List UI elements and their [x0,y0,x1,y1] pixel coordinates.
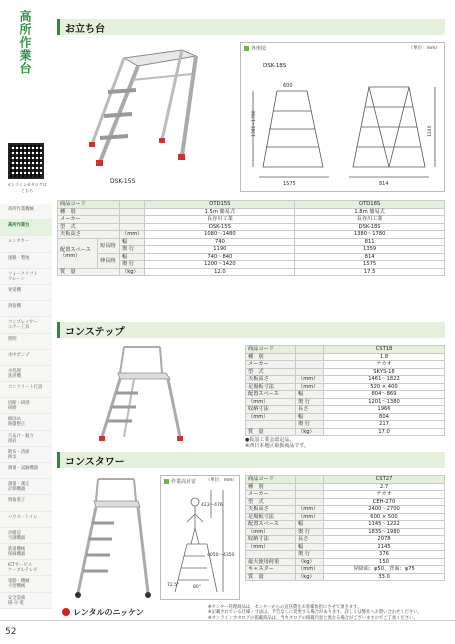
row-unit: 奥 行 [296,398,324,406]
table-row [246,391,445,399]
table-cell: 昇降面：φ50、背面：φ75 [324,566,445,574]
table-row [246,353,445,361]
table-cell: 740～840 [145,253,295,261]
row-unit [296,498,324,506]
row-subsublabel: 幅 [120,253,145,261]
table-row [246,483,445,491]
row-label: 質 量 [58,268,120,276]
dim-height: 1380~1780 [252,110,257,137]
table-row [246,398,445,406]
section-header-constower [57,452,445,468]
table-row [246,573,445,581]
table-cell: 1080～1480 [145,231,295,239]
nav-item[interactable]: 水処理 洗浄機 [0,366,52,382]
table-cell: 804～869 [324,391,445,399]
row-unit: （kg） [296,573,324,581]
table-row [58,216,445,224]
dim-angle-2: 80° [193,585,201,590]
dim-platform: 600 [283,83,293,89]
nav-item[interactable]: 冷暖房 空調機器 [0,528,52,544]
sidebar [0,0,52,644]
nav-item[interactable]: コンクリート打設 [0,382,52,398]
product-photo-dsk15s [62,40,232,188]
table-cell: 2078 [324,536,445,544]
dim-working-height: 4050～4350 [207,553,235,558]
table-row [246,368,445,376]
row-label: 種 別 [246,353,296,361]
row-unit: 奥 行 [296,421,324,429]
table-cell: 1461～1822 [324,376,445,384]
nav-item[interactable]: 測量・測定 計測機器 [0,479,52,495]
row-unit: （mm） [296,506,324,514]
row-unit [296,346,324,354]
table-row [58,231,445,239]
row-label: メーカー [246,361,296,369]
spec-table-otachidai [57,200,445,276]
table-row [246,376,445,384]
table-cell: 1.5m 簡易式 [145,208,295,216]
footer-note: ※センター管理商品は、センターからの直送費をお客様負担にさせて頂きます。 [208,605,362,610]
row-unit [120,201,145,209]
nav-item[interactable]: 情報電子 [0,495,52,511]
table-cell: 376 [324,551,445,559]
row-label: （mm） [246,398,296,406]
product-photo-constep [90,343,200,443]
row-unit [120,208,145,216]
dim-width-2: 814 [379,181,389,187]
row-unit [296,483,324,491]
table-cell: 1.8 [324,353,445,361]
row-label [246,551,296,559]
row-unit [296,491,324,499]
table-cell: 12.0 [145,268,295,276]
row-label: 商品コード [246,476,296,484]
row-subsublabel: 奥 行 [120,261,145,269]
table-cell: 804 [324,413,445,421]
page-number: 52 [5,627,17,637]
qr-caption: オンラインカタログは こちら [7,182,47,193]
table-cell: 217 [324,421,445,429]
table-cell: 1359 [295,246,445,254]
table-cell: 814 [295,253,445,261]
nav-item[interactable]: ハウス・トイレ [0,512,52,528]
table-cell: 33.0 [324,573,445,581]
row-label: メーカー [58,216,120,224]
photo-caption: DSK-15S [110,178,136,185]
table-row [58,253,445,261]
row-label: 商品コード [58,201,120,209]
figure-model: DSK-18S [263,63,287,69]
category-title: 高所作業台 [18,10,32,75]
table-cell: 長谷川工業 [145,216,295,224]
spec-table-constep [245,345,445,436]
row-label: 足場板寸法 [246,513,296,521]
section-accent-bar [57,19,60,35]
table-row [246,491,445,499]
table-cell: DSK-18S [295,223,445,231]
spec-table-constower [245,475,445,581]
outline-drawing-box [240,42,445,192]
row-unit: （mm） [120,231,145,239]
table-row [246,383,445,391]
row-label: 質 量 [246,573,296,581]
table-cell: 長谷川工業 [295,216,445,224]
nav-item[interactable]: 切断・研削 研磨 [0,398,52,414]
row-unit: 幅 [296,543,324,551]
table-row [246,506,445,514]
logo-mark-icon [62,608,70,616]
table-cell: 740 [145,238,295,246]
row-unit [120,216,145,224]
nav-item[interactable]: 電動・機械 小型機械 [0,576,52,592]
dim-width-1: 1575 [283,181,296,187]
nav-item[interactable]: ICTサービス ケーブルテレビ [0,560,52,576]
table-cell: 1190 [145,246,295,254]
label-marker-icon [164,479,169,484]
row-unit [296,361,324,369]
table-row [246,476,445,484]
section-accent-bar [57,322,60,338]
table-row [246,498,445,506]
table-cell: 1201～1380 [324,398,445,406]
section-header-otachidai [57,19,445,35]
table-row [246,521,445,529]
table-row [58,223,445,231]
row-unit: （kg） [120,268,145,276]
row-label: メーカー [246,491,296,499]
working-height-drawing [165,488,237,598]
qr-code-icon[interactable] [8,143,44,179]
row-label: 質 量 [246,428,296,436]
table-cell: 150 [324,558,445,566]
table-cell: 2400～2700 [324,506,445,514]
row-label: （mm） [246,528,296,536]
table-row [246,551,445,559]
section-header-constep [57,322,445,338]
nav-item[interactable]: 散布・清掃 換気 [0,447,52,463]
nav-item[interactable]: 締固め 路盤整正 [0,414,52,430]
table-row [58,268,445,276]
brand-logo: レンタルのニッケン [62,607,144,618]
table-row [58,238,445,246]
table-cell: CST18 [324,346,445,354]
table-row [246,361,445,369]
row-unit [296,368,324,376]
table-row [246,428,445,436]
table-row [246,543,445,551]
outline-drawing [249,71,439,189]
nav-item[interactable]: 高所作業台 [0,220,52,236]
row-unit [296,476,324,484]
row-label: 型 式 [246,498,296,506]
row-unit: 奥 行 [296,528,324,536]
row-unit: 奥 行 [296,551,324,559]
nav-item[interactable]: 測量・試験機器 [0,463,52,479]
table-cell: ナカオ [324,491,445,499]
table-cell: 17.0 [324,428,445,436]
nav-item[interactable]: フォークリフト クレーン [0,269,52,285]
dim-angle-1: 72.5° [167,583,180,588]
row-subsublabel: 幅 [120,238,145,246]
table-cell: 17.5 [295,268,445,276]
row-label: 種 別 [58,208,120,216]
row-unit: 幅 [296,521,324,529]
row-unit: （mm） [296,513,324,521]
row-label: 収納寸法 [246,406,296,414]
product-photo-constower [70,475,155,600]
nav-item[interactable]: 高所作業機械 [0,204,52,220]
table-cell: 1380～1780 [295,231,445,239]
working-height-box [160,475,240,600]
row-sublabel: 伸長時 [98,253,120,268]
table-cell: OTD18S [295,201,445,209]
row-label [246,421,296,429]
row-unit: （mm） [296,383,324,391]
dim-reach: 423～476 [201,503,223,508]
row-label: 商品コード [246,346,296,354]
table-cell: CEH-270 [324,498,445,506]
note-certified: ●仮設工業会認定品。 [245,437,295,443]
table-row [246,406,445,414]
dim-depth: 1240 [428,125,433,137]
figure-unit: （単位：mm） [408,46,440,51]
figure-label: 作業高目安 [164,478,196,485]
label-marker-icon [244,46,249,51]
table-cell: 1.8m 簡易式 [295,208,445,216]
nav-item[interactable]: 運搬・整地 [0,253,52,269]
row-label: 最大使用荷重 [246,558,296,566]
nav-item[interactable]: 照明 [0,334,52,350]
footer-notes [208,605,450,621]
row-unit: （kg） [296,428,324,436]
row-label: 配置スペース [246,521,296,529]
nav-item[interactable]: 鉄道機械 保線機器 [0,544,52,560]
row-label: 天板高さ [246,376,296,384]
table-cell: SKYS-18 [324,368,445,376]
row-unit [120,223,145,231]
row-unit [296,353,324,361]
table-row [58,201,445,209]
table-row [246,346,445,354]
row-unit: 幅 [296,413,324,421]
table-row [246,421,445,429]
row-unit: （mm） [296,566,324,574]
row-label: 配置スペース [246,391,296,399]
nav-item[interactable]: 穴あけ・掘り 削岩 [0,431,52,447]
row-label: （mm） [246,413,296,421]
nav-item[interactable]: レンタカー [0,236,52,252]
table-row [58,208,445,216]
section-notes [245,437,309,449]
table-row [246,513,445,521]
table-cell: 2.7 [324,483,445,491]
table-cell: 1575 [295,261,445,269]
table-cell: DSK-15S [145,223,295,231]
footer-note: ※記載されている仕様・寸法は、予告なしに変更する場合があります。詳しくは弊社へお問い合わせください。 [208,610,422,616]
table-row [246,413,445,421]
row-label: 種 別 [246,483,296,491]
nav-item[interactable]: 発電機 [0,285,52,301]
table-cell: 1966 [324,406,445,414]
table-cell: 1835～1980 [324,528,445,536]
row-label: 配置スペース （mm） [58,238,98,268]
table-row [246,536,445,544]
row-label: （mm） [246,543,296,551]
table-row [246,566,445,574]
row-unit: 長さ [296,536,324,544]
category-nav [0,204,52,609]
table-cell: ナカオ [324,361,445,369]
section-title: コンスタワー [65,457,125,468]
table-cell: 1200～1420 [145,261,295,269]
row-unit: （mm） [296,376,324,384]
table-row [246,528,445,536]
row-label: 天板高さ [58,231,120,239]
table-cell: 1145～1222 [324,521,445,529]
table-cell: 520 × 400 [324,383,445,391]
nav-item[interactable]: 安全設備 揚·分·電 [0,593,52,609]
section-title: お立ち台 [65,24,105,35]
note-west-japan: ※西日本地区取扱商品です。 [245,443,309,449]
row-label: 型 式 [246,368,296,376]
row-label: 型 式 [58,223,120,231]
row-subsublabel: 奥 行 [120,246,145,254]
row-label: 足場板寸法 [246,383,296,391]
row-label: 収納寸法 [246,536,296,544]
figure-unit: （単位：mm） [205,478,237,483]
row-unit: 長さ [296,406,324,414]
row-label: 天板高さ [246,506,296,514]
table-row [246,558,445,566]
table-cell: CST27 [324,476,445,484]
row-label: キャスター [246,566,296,574]
table-cell: 811 [295,238,445,246]
nav-item[interactable]: 溶接機 [0,301,52,317]
nav-item[interactable]: 水中ポンプ [0,350,52,366]
table-cell: OTD15S [145,201,295,209]
footer-note: ※オンラインカタログの掲載商品は、当カタログの掲載内容と異なる場合がございますのでご了承ください。 [208,615,418,621]
table-cell: 1145 [324,543,445,551]
row-unit: 幅 [296,391,324,399]
section-accent-bar [57,452,60,468]
figure-label: 外形図 [244,45,266,52]
row-sublabel: 短長時 [98,238,120,253]
section-title: コンステップ [65,327,125,338]
row-unit: （kg） [296,558,324,566]
nav-item[interactable]: コンプレッサー エアー工具 [0,317,52,333]
table-cell: 600 × 500 [324,513,445,521]
